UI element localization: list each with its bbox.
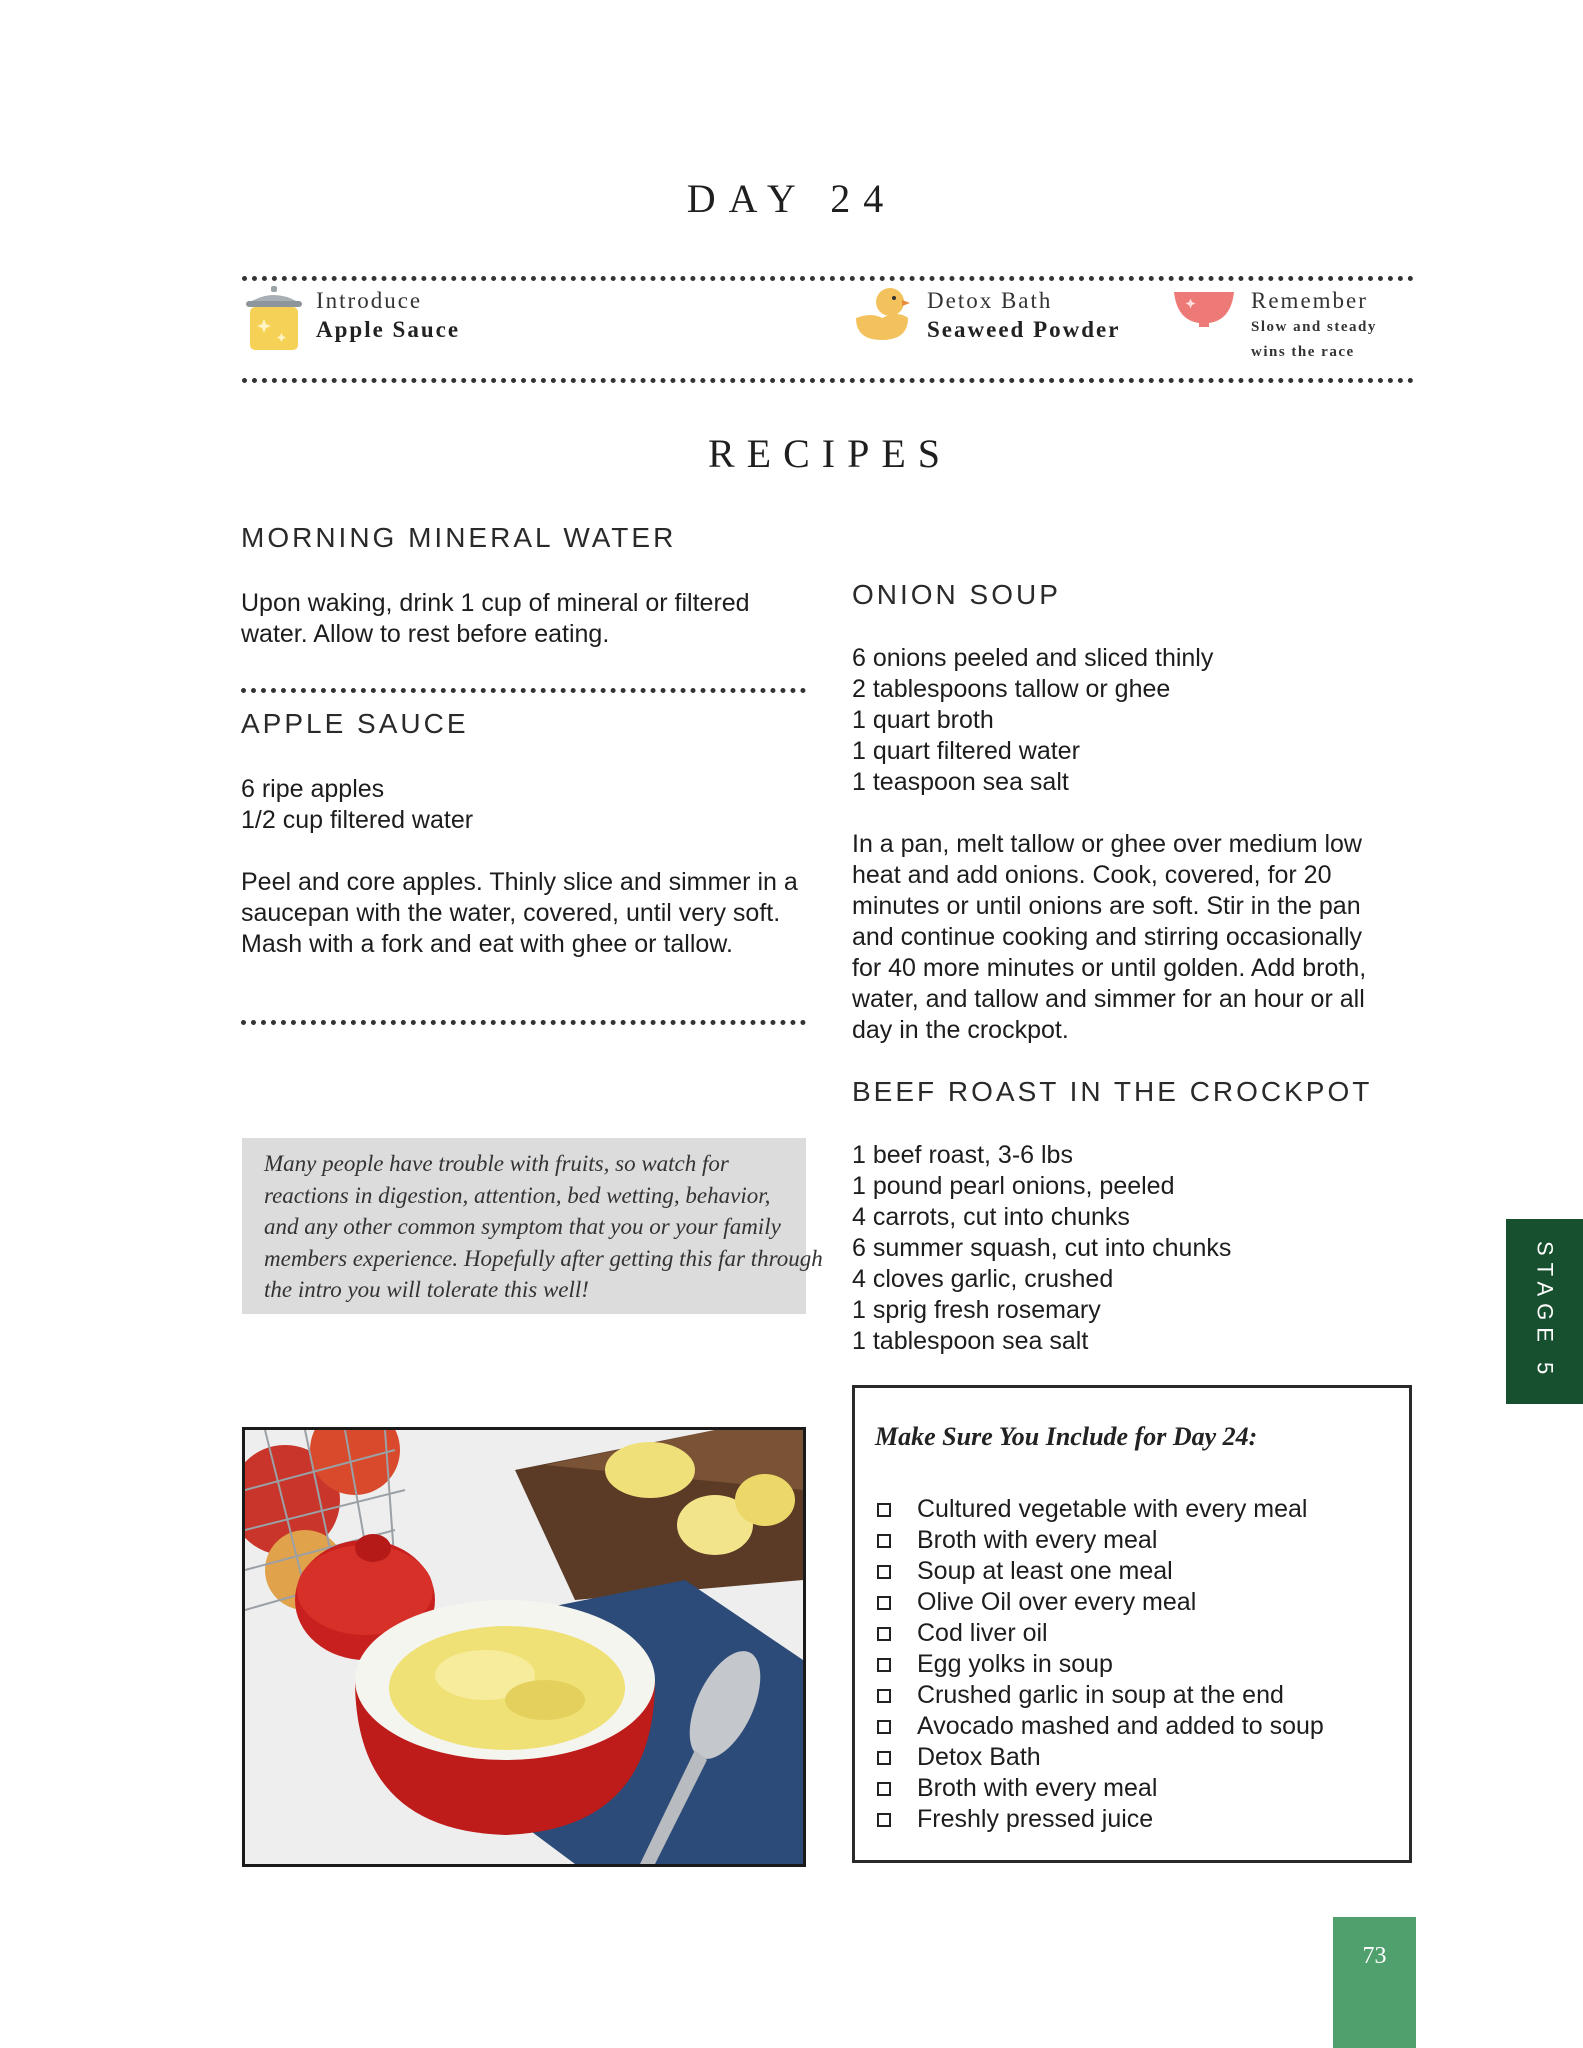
checklist-item-label: Crushed garlic in soup at the end <box>917 1681 1284 1709</box>
checklist-item-label: Freshly pressed juice <box>917 1805 1154 1833</box>
morning-water-heading: MORNING MINERAL WATER <box>241 522 677 553</box>
ingredient-line: 1/2 cup filtered water <box>241 806 474 834</box>
checklist-title: Make Sure You Include for Day 24: <box>875 1422 1258 1451</box>
checklist <box>877 1494 1324 1835</box>
checklist-item <box>877 1773 1324 1804</box>
direction-line: Peel and core apples. Thinly slice and simmer in a <box>241 868 798 896</box>
direction-line: day in the crockpot. <box>852 1016 1069 1044</box>
ingredient-line: 1 pound pearl onions, peeled <box>852 1172 1175 1200</box>
direction-line: for 40 more minutes or until golden. Add broth, <box>852 954 1367 982</box>
checklist-item <box>877 1494 1324 1525</box>
checklist-item <box>877 1742 1324 1773</box>
direction-line: In a pan, melt tallow or ghee over medium low <box>852 830 1362 858</box>
checkbox[interactable] <box>877 1627 891 1641</box>
beef-roast-ingredients <box>852 1140 1231 1357</box>
checklist-item <box>877 1711 1324 1742</box>
section-divider <box>241 1020 806 1025</box>
checkbox[interactable] <box>877 1689 891 1703</box>
direction-line: heat and add onions. Cook, covered, for 20 <box>852 861 1332 889</box>
rubber-duck-icon <box>852 284 912 349</box>
stage-tab <box>1506 1219 1583 1404</box>
checkbox[interactable] <box>877 1565 891 1579</box>
tip-text <box>264 1148 823 1306</box>
onion-soup-ingredients <box>852 643 1213 798</box>
beef-roast-heading: BEEF ROAST IN THE CROCKPOT <box>852 1076 1373 1107</box>
checkbox[interactable] <box>877 1782 891 1796</box>
pot-icon <box>244 284 304 357</box>
tip-line: members experience. Hopefully after getting this far through <box>264 1245 823 1271</box>
morning-water-line: Upon waking, drink 1 cup of mineral or filtered <box>241 589 750 617</box>
checklist-item <box>877 1649 1324 1680</box>
direction-line: water, and tallow and simmer for an hour or all <box>852 985 1365 1013</box>
introduce-value: Apple Sauce <box>316 317 461 342</box>
checklist-item-label: Soup at least one meal <box>917 1557 1173 1585</box>
detox-label: Detox Bath <box>927 288 1053 313</box>
remember-line-2: wins the race <box>1251 344 1355 360</box>
checklist-item-label: Broth with every meal <box>917 1526 1158 1554</box>
ingredient-line: 1 tablespoon sea salt <box>852 1327 1089 1355</box>
checklist-item <box>877 1587 1324 1618</box>
checkbox[interactable] <box>877 1813 891 1827</box>
checklist-item <box>877 1618 1324 1649</box>
ingredient-line: 1 teaspoon sea salt <box>852 768 1069 796</box>
bowl-icon <box>1173 290 1235 335</box>
page-number-tab <box>1333 1917 1416 2048</box>
checkbox[interactable] <box>877 1503 891 1517</box>
ingredient-line: 4 cloves garlic, crushed <box>852 1265 1114 1293</box>
checkbox[interactable] <box>877 1751 891 1765</box>
detox-value: Seaweed Powder <box>927 317 1121 342</box>
apple-sauce-photo <box>242 1427 806 1867</box>
checklist-item-label: Cod liver oil <box>917 1619 1048 1647</box>
remember-line-1: Slow and steady <box>1251 319 1377 335</box>
ingredient-line: 2 tablespoons tallow or ghee <box>852 675 1171 703</box>
direction-line: Mash with a fork and eat with ghee or tallow. <box>241 930 733 958</box>
checkbox[interactable] <box>877 1596 891 1610</box>
section-divider <box>241 688 806 693</box>
introduce-label: Introduce <box>316 288 423 313</box>
apple-sauce-directions <box>241 867 798 960</box>
tip-line: and any other common symptom that you or your family <box>264 1214 781 1239</box>
page-number: 73 <box>1362 1943 1387 1969</box>
checklist-item <box>877 1680 1324 1711</box>
direction-line: saucepan with the water, covered, until very soft. <box>241 899 781 927</box>
tip-line: reactions in digestion, attention, bed wetting, behavior, <box>264 1182 771 1208</box>
checkbox[interactable] <box>877 1534 891 1548</box>
morning-water-text <box>241 588 750 650</box>
day-title: DAY 24 <box>686 176 897 221</box>
checklist-item <box>877 1804 1324 1835</box>
checkbox[interactable] <box>877 1658 891 1672</box>
onion-soup-heading: ONION SOUP <box>852 579 1061 610</box>
tip-line: Many people have trouble with fruits, so watch for <box>264 1151 729 1176</box>
ingredient-line: 1 beef roast, 3-6 lbs <box>852 1141 1073 1169</box>
tip-line: the intro you will tolerate this well! <box>264 1277 589 1302</box>
remember-label: Remember <box>1251 288 1368 313</box>
ingredient-line: 1 quart filtered water <box>852 737 1080 765</box>
checklist-item-label: Olive Oil over every meal <box>917 1588 1197 1616</box>
ingredient-line: 1 sprig fresh rosemary <box>852 1296 1101 1324</box>
checklist-item-label: Egg yolks in soup <box>917 1650 1113 1678</box>
direction-line: and continue cooking and stirring occasionally <box>852 923 1363 951</box>
apple-sauce-heading: APPLE SAUCE <box>241 708 469 739</box>
apple-sauce-ingredients <box>241 774 473 836</box>
checklist-item <box>877 1525 1324 1556</box>
stage-label: STAGE 5 <box>1532 1241 1558 1382</box>
checklist-box <box>852 1385 1412 1863</box>
banner-top-divider <box>242 276 1414 281</box>
checklist-item-label: Cultured vegetable with every meal <box>917 1495 1308 1523</box>
ingredient-line: 6 onions peeled and sliced thinly <box>852 644 1214 672</box>
checklist-item-label: Broth with every meal <box>917 1774 1158 1802</box>
checklist-item-label: Avocado mashed and added to soup <box>917 1712 1324 1740</box>
checklist-item <box>877 1556 1324 1587</box>
ingredient-line: 4 carrots, cut into chunks <box>852 1203 1130 1231</box>
banner-bottom-divider <box>242 378 1414 383</box>
morning-water-line: water. Allow to rest before eating. <box>241 620 610 648</box>
checkbox[interactable] <box>877 1720 891 1734</box>
direction-line: minutes or until onions are soft. Stir in the pan <box>852 892 1361 920</box>
tip-box <box>242 1138 823 1314</box>
ingredient-line: 1 quart broth <box>852 706 994 734</box>
recipes-title: RECIPES <box>707 431 953 476</box>
onion-soup-directions <box>852 829 1366 1046</box>
ingredient-line: 6 ripe apples <box>241 775 385 803</box>
ingredient-line: 6 summer squash, cut into chunks <box>852 1234 1232 1262</box>
checklist-item-label: Detox Bath <box>917 1743 1041 1771</box>
